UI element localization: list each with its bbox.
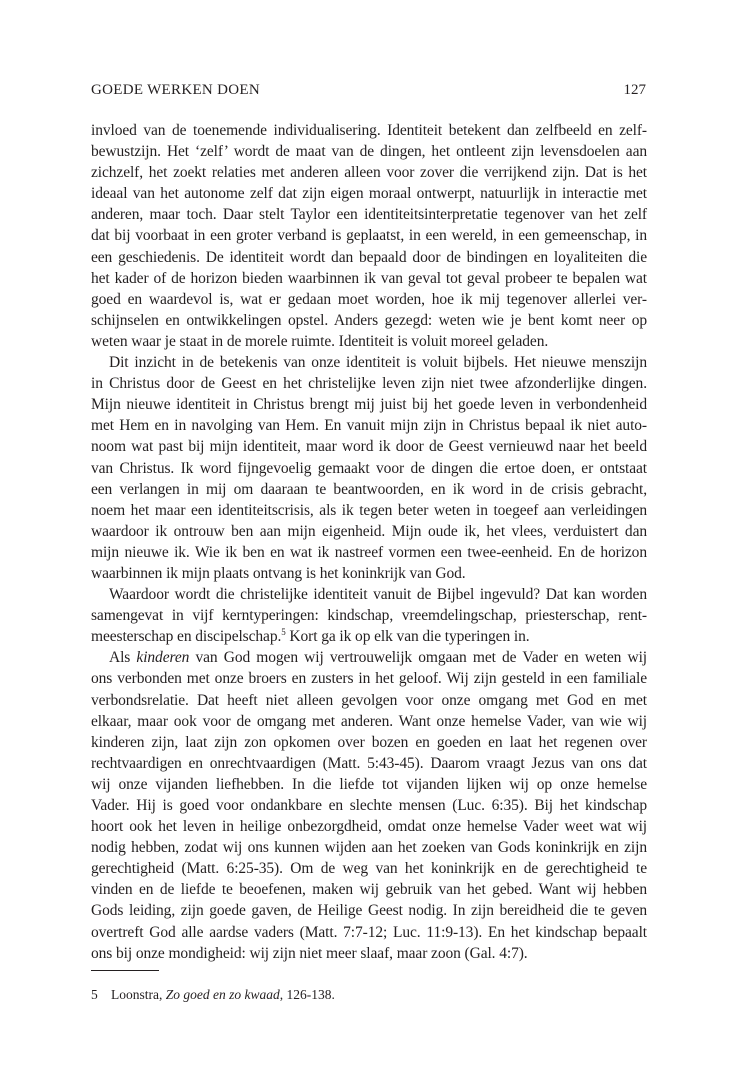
footnote-author: Loonstra, <box>111 987 166 1002</box>
text-line: mijn nieuwe ik. Wie ik ben en wat ik nastreef vormen een twee-eenheid. En de horizon <box>91 543 647 561</box>
footnote-reference[interactable]: 5 <box>281 627 286 638</box>
text-line: goed en waardevol is, wat er gedaan moet worden, hoe ik mij tegenover allerlei ver- <box>91 290 647 308</box>
footnote-number: 5 <box>91 987 98 1002</box>
text-segment: van God mogen wij vertrouwelijk omgaan met de Vader en weten wij <box>189 649 647 667</box>
text-line: waardoor ik ontrouw ben aan mijn eigenheid. Mijn oude ik, het vlees, verduistert dan <box>91 522 647 540</box>
text-line: rechtvaardigen en onrechtvaardigen (Matt. 5:43-45). Daarom vraagt Jezus van ons dat <box>91 754 647 772</box>
text-line: schijnselen en ontwikkelingen opstel. Anders gezegd: weten wie je bent komt neer op <box>91 311 647 329</box>
running-title: GOEDE WERKEN DOEN <box>91 82 260 98</box>
text-line: het kader of de horizon bieden waarbinnen ik van geval tot geval probeer te bepalen wat <box>91 269 647 287</box>
text-line: een geschiedenis. De identiteit wordt dan bepaald door de bindingen en loyaliteiten die <box>91 248 647 266</box>
text-segment: meesterschap en discipelschap. <box>91 628 282 646</box>
text-line: anderen, maar toch. Daar stelt Taylor een identiteitsinterpretatie tegenover van het zelf <box>91 206 647 224</box>
text-line: kinderen zijn, laat zijn zon opkomen over bozen en goeden en laat het regenen over <box>91 733 647 751</box>
footnote-divider <box>91 970 159 971</box>
text-line: Dit inzicht in de betekenis van onze identiteit is voluit bijbels. Het nieuwe menszijn <box>109 354 647 372</box>
text-line: nodig hebben, zodat wij ons kunnen wijden aan het zoeken van Gods koninkrijk en zijn <box>91 839 647 857</box>
text-line: ons bij onze mondigheid: wij zijn niet meer slaaf, maar zoon (Gal. 4:7). <box>91 944 528 962</box>
text-line: hoort ook het leven in heilige onbezorgdheid, omdat onze hemelse Vader weet wat wij <box>91 818 647 836</box>
text-line: Waardoor wordt die christelijke identiteit vanuit de Bijbel ingevuld? Dat kan worden <box>109 586 647 604</box>
text-line: noom wat past bij mijn identiteit, maar word ik door de Geest vernieuwd naar het beeld <box>91 438 647 456</box>
text-line: gerechtigheid (Matt. 6:25-35). Om de weg van het koninkrijk en de gerechtigheid te <box>91 860 647 878</box>
text-line: zichzelf, het zoekt relaties met anderen alleen voor zover die verrijkend zijn. Dat is het <box>91 164 647 182</box>
paragraph-3 <box>91 584 647 647</box>
text-line: dat bij voorbaat in een groter verband is geplaatst, in een wereld, in een gemeenschap, in <box>91 227 647 245</box>
emphasized-term: kinderen <box>136 649 190 667</box>
text-line: Vader. Hij is goed voor ondankbare en slechte mensen (Luc. 6:35). Bij het kindschap <box>91 797 647 814</box>
text-line <box>91 647 647 668</box>
footnote <box>91 986 335 1004</box>
text-line: van Christus. Ik word fijngevoelig gemaakt voor de dingen die ertoe doen, er ontstaat <box>91 459 647 477</box>
text-line: overtreft God alle aardse vaders (Matt. 7:7-12; Luc. 11:9-13). En het kindschap bepaalt <box>91 923 647 941</box>
paragraph-4 <box>91 647 647 963</box>
text-line: ideaal van het autonome zelf dat zijn eigen moraal ontwerpt, natuurlijk in interactie met <box>91 185 647 203</box>
text-line: in Christus door de Geest en het christelijke leven zijn niet twee afzonderlijke dingen. <box>91 375 647 393</box>
text-line: noem het maar een identiteitscrisis, als ik tegen beter weten in toegeef aan verleidingen <box>91 501 647 519</box>
text-line: een verlangen in mij om daaraan te beantwoorden, en ik word in de crisis gebracht, <box>91 480 647 498</box>
text-line: weten waar je staat in de morele ruimte. Identiteit is voluit moreel geladen. <box>91 332 549 350</box>
text-line <box>91 626 647 647</box>
footnote-pages: , 126-138. <box>279 987 335 1002</box>
text-line: samengevat in vijf kerntyperingen: kindschap, vreemdelingschap, priesterschap, rent- <box>91 607 647 625</box>
text-line: met Hem en in navolging van Hem. En vanuit mijn zijn in Christus bepaal ik niet auto- <box>91 417 647 435</box>
text-line: ons verbonden met onze broers en zusters in het geloof. Wij zijn gesteld in een familiale <box>91 670 647 688</box>
text-line: bewustzijn. Het ‘zelf’ wordt de maat van de dingen, het ontleent zijn levensdoelen aan <box>91 143 647 161</box>
body-text <box>91 120 647 964</box>
text-line: wij onze vijanden liefhebben. In die liefde tot vijanden lijken wij op onze hemelse <box>91 775 647 793</box>
text-line: vinden en de liefde te beoefenen, maken wij gebruik van het gebed. Want wij hebben <box>91 881 647 899</box>
text-line: Mijn nieuwe identiteit in Christus brengt mij juist bij het goede leven in verbondenheid <box>91 396 647 414</box>
text-line: Gods leiding, zijn goede gaven, de Heilige Geest nodig. In zijn bereidheid die te geven <box>91 902 647 920</box>
text-segment: Als <box>109 649 137 667</box>
text-segment: Kort ga ik op elk van die typeringen in. <box>285 628 530 646</box>
text-line: elkaar, maar ook voor de omgang met anderen. Want onze hemelse Vader, van wie wij <box>91 712 647 730</box>
text-line: waarbinnen ik mijn plaats ontvang is het koninkrijk van God. <box>91 564 466 582</box>
footnote-title: Zo goed en zo kwaad <box>165 987 280 1002</box>
text-line: verbondsrelatie. Dat heeft niet alleen gevolgen voor onze omgang met God en met <box>91 691 647 709</box>
paragraph-2 <box>91 352 647 584</box>
page-number: 127 <box>623 82 646 98</box>
paragraph-1 <box>91 120 647 352</box>
text-line: invloed van de toenemende individualisering. Identiteit betekent dan zelfbeeld en zelf- <box>91 122 647 139</box>
